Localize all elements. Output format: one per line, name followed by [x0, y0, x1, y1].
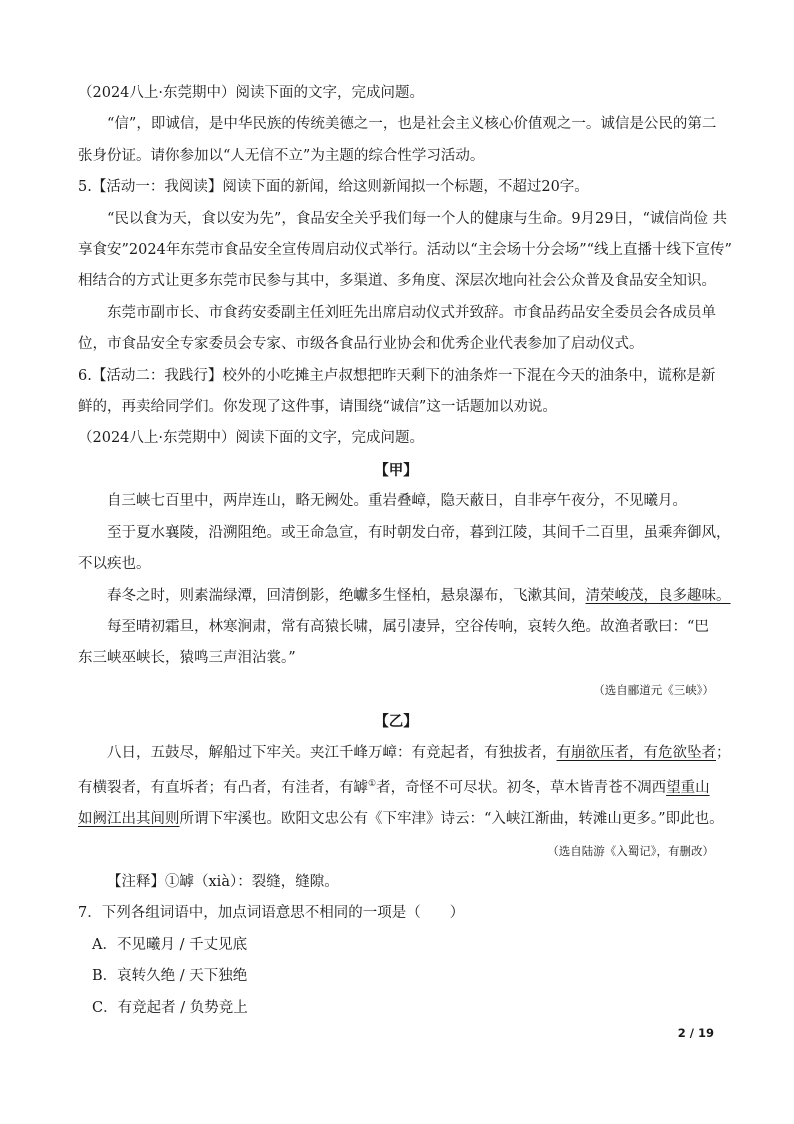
paragraph-line: 至于夏水襄陵，沿溯阻绝。或王命急宣，有时朝发白帝，暮到江陵，其间千二百里，虽乘奔御风， [107, 524, 731, 541]
passage-source: （选自陆游《入蜀记》，有删改） [547, 843, 714, 858]
paragraph-line: 相结合的方式让更多东莞市民参与其中，多渠道、多角度、深层次地向社会公众普及食品安全知识。 [78, 273, 716, 290]
activity-label: 【活动二：我践行】 [91, 367, 223, 384]
source-tag: （2024八上·东莞期中） [78, 430, 236, 447]
underlined-text: 清荣峻茂，良多趣味。 [585, 587, 731, 604]
question-5: 5.【活动一：我阅读】阅读下面的新闻，给这则新闻拟一个标题，不超过20字。 [78, 179, 589, 196]
paragraph-line: “民以食为天，食以安为先”，食品安全关乎我们每一个人的健康与生命。9月29日，“诚信尚俭 共 [107, 210, 728, 227]
paragraph-line: 东三峡巫峡长，猿鸣三声泪沾裳。” [78, 650, 296, 667]
underlined-text: 有崩欲压者，有危欲坠者 [556, 744, 716, 761]
footnote-marker: ① [368, 778, 377, 789]
passage-heading-jia: 【甲】 [374, 461, 418, 479]
paragraph-line: 自三峡七百里中，两岸连山，略无阙处。重岩叠嶂，隐天蔽日，自非亭午夜分，不见曦月。 [107, 493, 687, 510]
underlined-text: 望重山 [666, 779, 710, 796]
section-intro: （2024八上·东莞期中）阅读下面的文字，完成问题。 [78, 85, 425, 101]
option-b: B．哀转久绝 / 天下独绝 [92, 968, 248, 985]
annotation-note: 【注释】①罅（xià）：裂缝，缝隙。 [107, 873, 339, 890]
paragraph-line: “信”，即诚信，是中华民族的传统美德之一，也是社会主义核心价值观之一。诚信是公民的第二 [107, 116, 717, 133]
question-6: 6.【活动二：我践行】校外的小吃摊主卢叔想把昨天剩下的油条炸一下混在今天的油条中，谎称是新 [78, 367, 716, 384]
passage-source: （选自郦道元《三峡》） [593, 682, 714, 697]
paragraph-line: 张身份证。请你参加以“人无信不立”为主题的综合性学习活动。 [78, 147, 485, 164]
option-a: A．不见曦月 / 千丈见底 [92, 936, 248, 953]
paragraph-line: 位，市食品安全专家委员会专家、市级各食品行业协会和优秀企业代表参加了启动仪式。 [78, 336, 644, 353]
section-intro: （2024八上·东莞期中）阅读下面的文字，完成问题。 [78, 430, 425, 447]
paragraph-line: 春冬之时，则素湍绿潭，回清倒影，绝巘多生怪柏，悬泉瀑布，飞漱其间，清荣峻茂，良多趣味。 [107, 587, 731, 604]
paragraph-line: 享食安”2024年东莞市食品安全宣传周启动仪式举行。活动以“主会场十分会场”“线上直播十线下宣传” [78, 242, 732, 259]
question-7: 7．下列各组词语中，加点词语意思不相同的一项是（ ） [78, 905, 465, 922]
paragraph-line: 八日，五鼓尽，解船过下牢关。夹江千峰万嶂：有竞起者，有独拔者，有崩欲压者，有危欲坠者； [107, 744, 731, 761]
paragraph-line: 有横裂者，有直坼者；有凸者，有洼者，有罅①者，奇怪不可尽状。初冬，草木皆青苍不凋西望重山 [78, 778, 710, 796]
source-tag: （2024八上·东莞期中） [78, 85, 236, 101]
option-c: C．有竞起者 / 负势竞上 [92, 999, 248, 1016]
passage-heading-yi: 【乙】 [374, 713, 418, 731]
paragraph-line: 鲜的，再卖给同学们。你发现了这件事，请围绕“诚信”这一话题加以劝说。 [78, 399, 557, 416]
document-page [78, 78, 732, 1024]
paragraph-line: 不以疾也。 [78, 556, 151, 573]
underlined-text: 如阙江出其间则 [78, 811, 180, 828]
paragraph-line: 每至晴初霜旦，林寒涧肃，常有高猿长啸，属引凄异，空谷传响，哀转久绝。故渔者歌曰：“巴 [107, 618, 709, 635]
activity-label: 【活动一：我阅读】 [91, 179, 223, 196]
page-number: 2 / 19 [677, 1026, 714, 1040]
paragraph-line: 东莞市副市长、市食药安委副主任刘旺先出席启动仪式并致辞。市食品药品安全委员会各成员单 [107, 304, 716, 321]
paragraph-line: 如阙江出其间则所谓下牢溪也。欧阳文忠公有《下牢津》诗云：“入峡江渐曲，转滩山更多。”即此也。 [78, 811, 724, 828]
